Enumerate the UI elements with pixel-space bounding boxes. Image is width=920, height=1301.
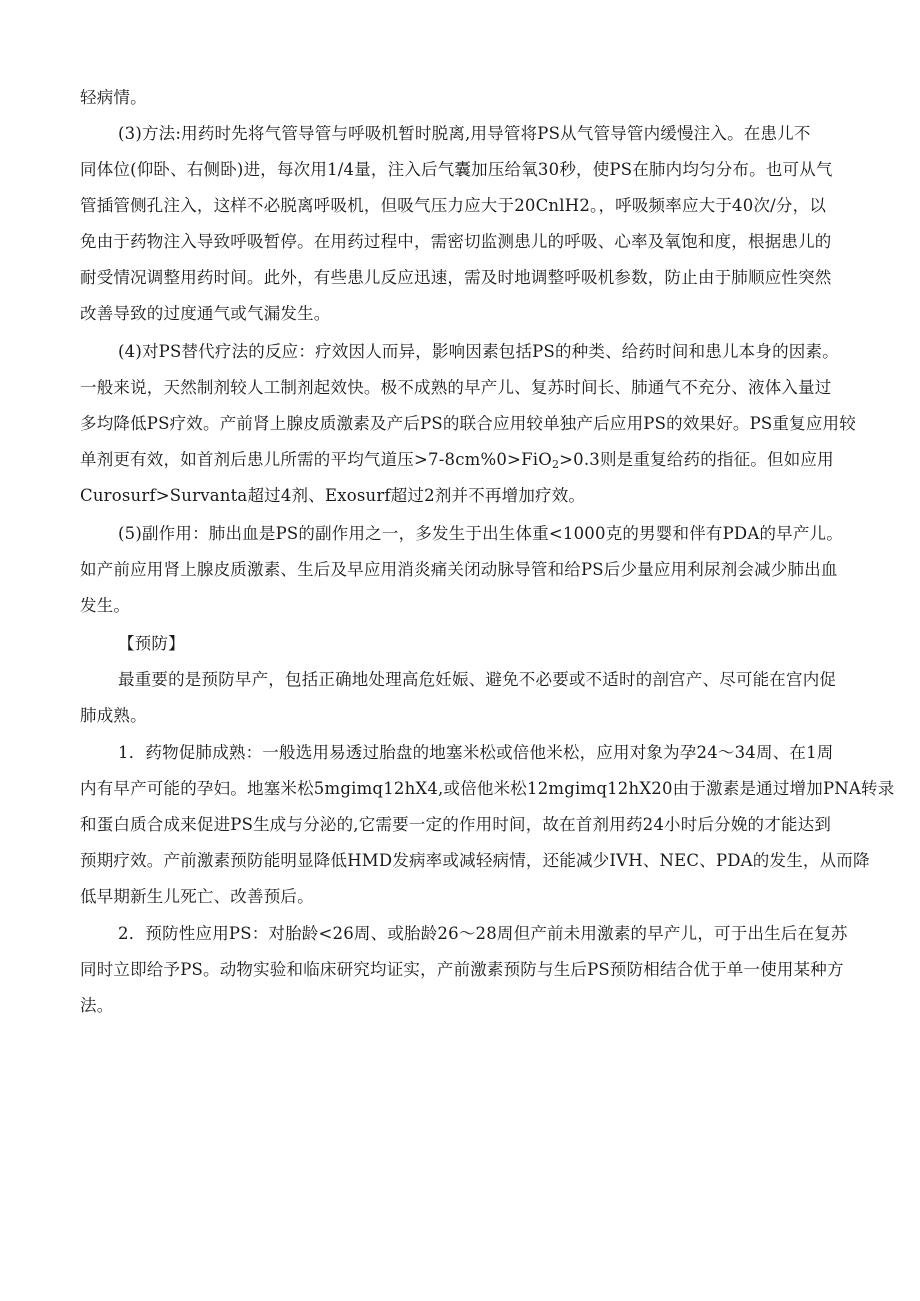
paragraph-line: 最重要的是预防早产，包括正确地处理高危妊娠、避免不必要或不适时的剖宫产、尽可能在宫内促 [118,670,837,689]
paragraph-line: 法。 [80,996,114,1015]
paragraph-line: Curosurf>Survanta超过4剂、Exosurf超过2剂并不再增加疗效。 [80,486,586,505]
paragraph-line: 和蛋白质合成来促进PS生成与分泌的,它需要一定的作用时间，故在首剂用药24小时后分娩的才能达到 [80,815,832,834]
paragraph-line: 肺成熟。 [80,706,147,725]
paragraph-line: 同时立即给予PS。动物实验和临床研究均证实，产前激素预防与生后PS预防相结合优于单一使用某种方 [80,960,844,979]
paragraph-line: 轻病情。 [80,88,147,107]
paragraph-line: (4)对PS替代疗法的反应：疗效因人而异，影响因素包括PS的种类、给药时间和患儿本身的因素。 [118,342,839,361]
paragraph-line: 改善导致的过度通气或气漏发生。 [80,304,331,323]
paragraph-line: 1．药物促肺成熟：一般选用易透过胎盘的地塞米松或倍他米松，应用对象为孕24～34周、在1周 [118,743,834,762]
paragraph-line: (5)副作用：肺出血是PS的副作用之一，多发生于出生体重<1000克的男婴和伴有PDA的早产儿。 [118,524,843,543]
section-heading: 【预防】 [118,634,185,653]
paragraph-line: 多均降低PS疗效。产前肾上腺皮质激素及产后PS的联合应用较单独产后应用PS的效果好。PS重复应用较 [80,414,856,433]
paragraph-line: 一般来说，天然制剂较人工制剂起效快。极不成熟的早产儿、复苏时间长、肺通气不充分、液体入量过 [80,378,832,397]
paragraph-line: 免由于药物注入导致呼吸暂停。在用药过程中，需密切监测患儿的呼吸、心率及氧饱和度，根据患儿的 [80,232,832,251]
paragraph-line: 同体位(仰卧、右侧卧)进，每次用1/4量，注入后气囊加压给氧30秒，使PS在肺内均匀分布。也可从气 [80,160,833,179]
paragraph-line: 预期疗效。产前激素预防能明显降低HMD发病率或减轻病情，还能减少IVH、NEC、PDA的发生，从而降 [80,851,870,870]
paragraph-line: 耐受情况调整用药时间。此外，有些患儿反应迅速，需及时地调整呼吸机参数，防止由于肺顺应性突然 [80,268,832,287]
paragraph-line: 管插管侧孔注入，这样不必脱离呼吸机，但吸气压力应大于20CnlH2。，呼吸频率应大于40次/分，以 [80,196,827,215]
subscript: 2 [551,458,560,471]
paragraph-line: 2．预防性应用PS：对胎龄<26周、或胎龄26～28周但产前未用激素的早产儿，可于出生后在复苏 [118,924,848,943]
paragraph-line: 如产前应用肾上腺皮质激素、生后及早应用消炎痛关闭动脉导管和给PS后少量应用利尿剂会减少肺出血 [80,560,838,579]
paragraph-line: 低早期新生儿死亡、改善预后。 [80,887,314,906]
paragraph-line: 发生。 [80,596,131,615]
line-text-part: >0.3则是重复给药的指征。但如应用 [559,450,834,469]
paragraph-line: 内有早产可能的孕妇。地塞米松5mgimq12hX4,或倍他米松12mgimq12hX20由于激素是通过增加PNA转录 [80,779,895,798]
paragraph-line [80,450,834,470]
line-text-part: 单剂更有效，如首剂后患儿所需的平均气道压>7-8cm%0>FiO [80,450,552,469]
paragraph-line: (3)方法:用药时先将气管导管与呼吸机暂时脱离,用导管将PS从气管导管内缓慢注入。在患儿不 [118,124,811,143]
